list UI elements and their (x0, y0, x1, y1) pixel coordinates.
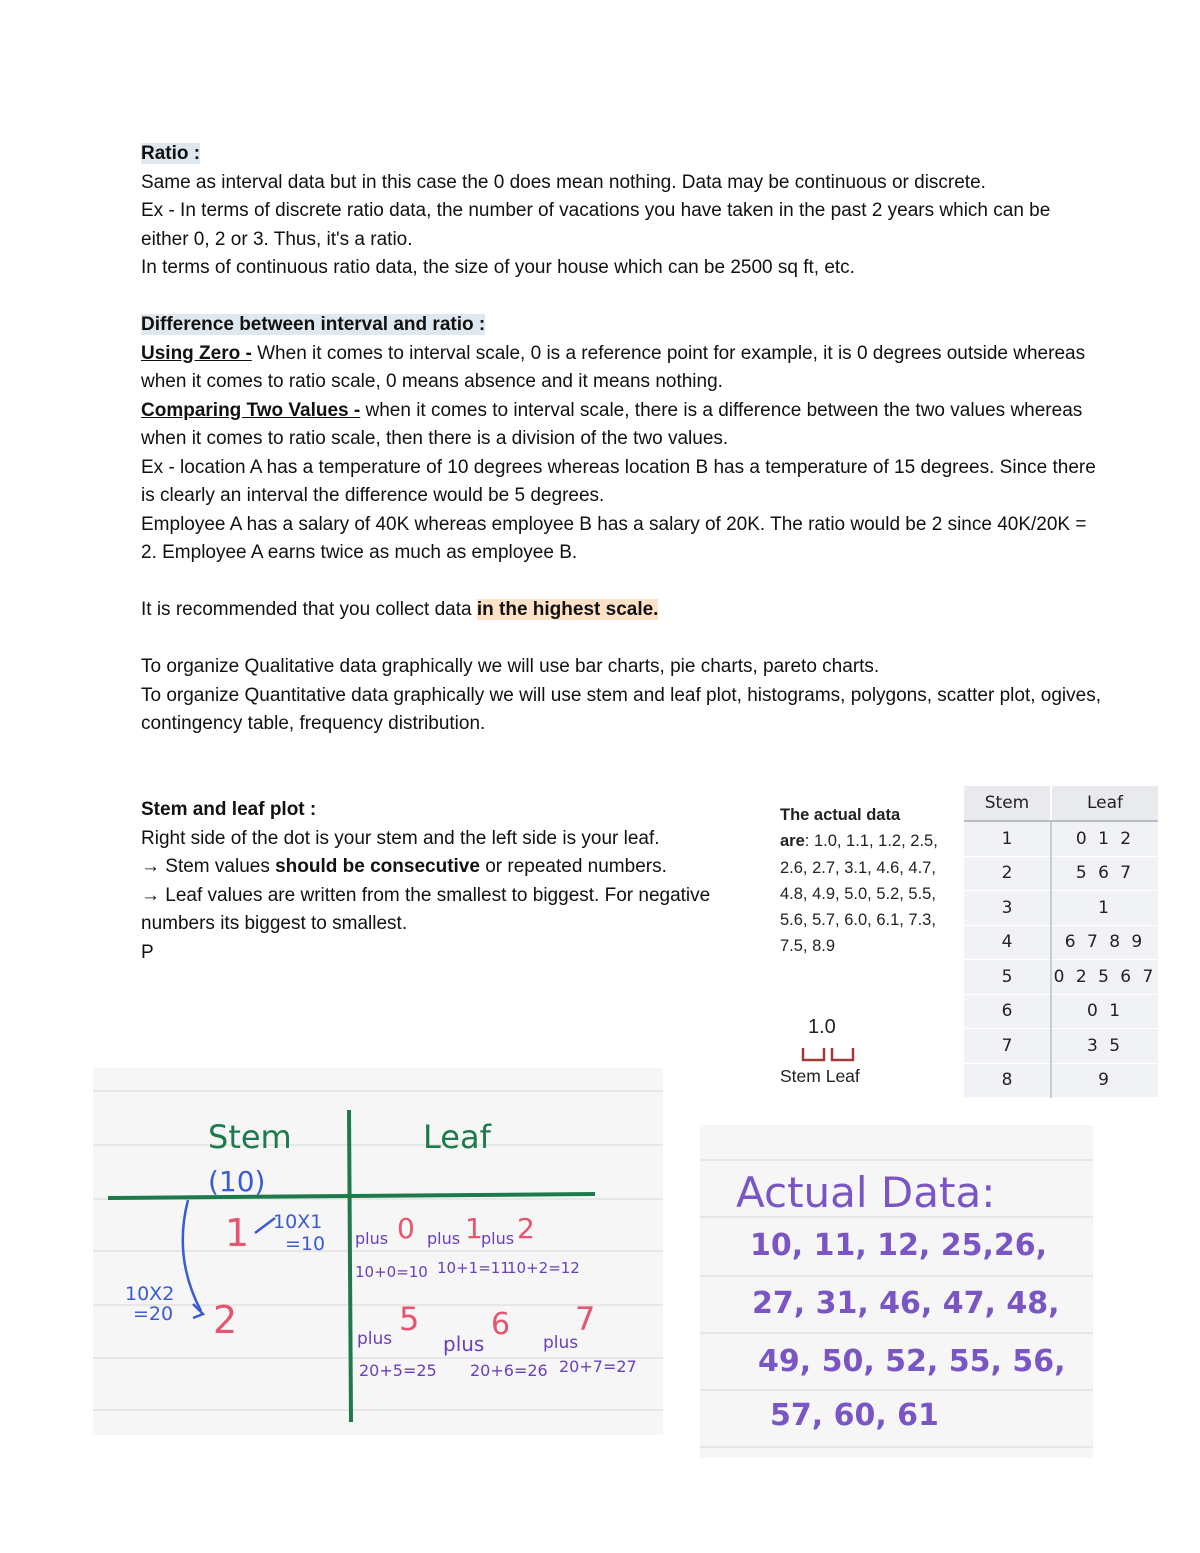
hw-calc-27: 20+7=27 (559, 1357, 637, 1376)
hw-stem-two: 2 (213, 1298, 238, 1342)
stem-cell: 4 (964, 925, 1051, 960)
hw-stem-title: Stem (208, 1118, 292, 1156)
actual-data-values: : 1.0, 1.1, 1.2, 2.5, 2.6, 2.7, 3.1, 4.6, 4.7, 4.8, 4.9, 5.0, 5.2, 5.5, 5.6, 5.7, 6.0, 6.1, 7.3, 7.5, 8.9 (780, 832, 938, 956)
hw-leaf-title: Leaf (423, 1118, 491, 1156)
leaf-cell: 1 (1051, 891, 1158, 926)
svg-text:plus: plus (355, 1229, 389, 1248)
stem-cell: 6 (964, 994, 1051, 1029)
svg-text:plus: plus (357, 1329, 393, 1349)
difference-heading: Difference between interval and ratio : (141, 314, 486, 335)
table-row (964, 856, 1158, 891)
quantitative-organize: To organize Quantitative data graphically we will use stem and leaf plot, histograms, polygons, scatter plot, ogives, contingency table, frequency distribution. (141, 684, 1102, 734)
hw-calc-12: 10+2=12 (507, 1259, 580, 1277)
table-row (964, 994, 1158, 1029)
hw-calc-26: 20+6=26 (470, 1361, 548, 1380)
leaf-cell: 0 1 (1051, 994, 1158, 1029)
hw-note-10x1: 10X1 (273, 1211, 323, 1233)
leaf-cell: 3 5 (1051, 1029, 1158, 1064)
hw-stem-value: (10) (208, 1165, 266, 1198)
hw-note-eq10: =10 (285, 1233, 326, 1255)
ratio-discrete-example: Ex - In terms of discrete ratio data, the number of vacations you have taken in the past 2 years which can be either 0, 2 or 3. Thus, it's a ratio. (141, 200, 1051, 250)
stem-leaf-line3: → Leaf values are written from the smallest to biggest. For negative numbers its biggest to smallest. (141, 884, 711, 934)
actual-data-heading: The actual data (780, 806, 901, 824)
hw-note-10x2: 10X2 (125, 1283, 175, 1305)
handwritten-stem-leaf-drawing (93, 1068, 663, 1435)
table-row (964, 960, 1158, 995)
handwritten-stem-leaf-note (93, 1068, 663, 1435)
hw-calc-25: 20+5=25 (359, 1361, 437, 1380)
comparing-values-label: Comparing Two Values - (141, 399, 361, 421)
main-text (141, 140, 1101, 739)
ratio-heading: Ratio : (141, 143, 201, 164)
hw-leaf-0: 0 (397, 1212, 415, 1245)
table-row (964, 891, 1158, 926)
hw-leaf-2: 2 (517, 1212, 535, 1245)
example-labels: Stem Leaf (780, 1066, 860, 1086)
hw-data-line-1: 10, 11, 12, 25,26, (750, 1228, 1048, 1263)
using-zero-label: Using Zero - (141, 342, 252, 364)
hw-note-eq20: =20 (133, 1303, 174, 1325)
using-zero-text: When it comes to interval scale, 0 is a reference point for example, it is 0 degrees outside whereas when it comes to ratio scale, 0 means absence and it means nothing. (141, 342, 1086, 392)
leaf-cell: 9 (1051, 1063, 1158, 1098)
actual-data-text: The actual data are: 1.0, 1.1, 1.2, 2.5, 2.6, 2.7, 3.1, 4.6, 4.7, 4.8, 4.9, 5.0, 5.2, 5.5, 5.6, 5.7, 6.0, 6.1, 7.3, 7.5, 8.9 (780, 806, 938, 956)
leaf-cell: 0 2 5 6 7 (1051, 960, 1158, 995)
comparing-values-paragraph (141, 397, 1101, 454)
example-number: 1.0 (808, 1016, 836, 1038)
stem-leaf-section (141, 796, 741, 967)
leaf-cell: 0 1 2 (1051, 821, 1158, 856)
table-row (964, 821, 1158, 856)
leaf-cell: 6 7 8 9 (1051, 925, 1158, 960)
stem-cell: 3 (964, 891, 1051, 926)
hw-data-line-2: 27, 31, 46, 47, 48, (752, 1286, 1060, 1321)
table-header-leaf: Leaf (1051, 786, 1158, 821)
stem-leaf-heading: Stem and leaf plot : (141, 799, 317, 820)
using-zero-paragraph (141, 340, 1101, 397)
hw-data-line-4: 57, 60, 61 (770, 1398, 939, 1433)
stem-cell: 5 (964, 960, 1051, 995)
table-header-row (964, 786, 1158, 821)
temperature-example: Ex - location A has a temperature of 10 degrees whereas location B has a temperature of 15 degrees. Since there is clearly an interval the difference would be 5 degrees. (141, 456, 1096, 506)
leaf-cell: 5 6 7 (1051, 856, 1158, 891)
stem-cell: 8 (964, 1063, 1051, 1098)
table-row (964, 925, 1158, 960)
stem-leaf-line2: → Stem values should be consecutive or repeated numbers. (141, 856, 667, 877)
stem-leaf-table (964, 786, 1158, 1098)
qualitative-organize: To organize Qualitative data graphically we will use bar charts, pie charts, pareto charts. (141, 656, 880, 677)
table-header-stem: Stem (964, 786, 1051, 821)
hw-stem-one: 1 (225, 1211, 250, 1255)
hw-leaf-6: 6 (491, 1307, 511, 1342)
hw-calc-10: 10+0=10 (355, 1263, 428, 1281)
recommendation-highlight: in the highest scale. (476, 599, 659, 620)
hw-data-line-3: 49, 50, 52, 55, 56, (758, 1344, 1066, 1379)
handwritten-actual-data-note (700, 1125, 1093, 1458)
hw-leaf-1: 1 (465, 1212, 483, 1245)
stem-leaf-line1: Right side of the dot is your stem and the left side is your leaf. (141, 827, 660, 849)
handwritten-actual-data-drawing (700, 1125, 1093, 1458)
hw-actual-data-title: Actual Data: (736, 1168, 996, 1217)
ratio-continuous-example: In terms of continuous ratio data, the size of your house which can be 2500 sq ft, etc. (141, 257, 855, 278)
ratio-definition: Same as interval data but in this case the 0 does mean nothing. Data may be continuous or discrete. (141, 171, 986, 193)
svg-text:plus: plus (481, 1229, 515, 1248)
hw-calc-11: 10+1=11 (437, 1259, 510, 1277)
stem-cell: 7 (964, 1029, 1051, 1064)
table-row (964, 1063, 1158, 1098)
bracket-icon (800, 1046, 860, 1064)
salary-example: Employee A has a salary of 40K whereas employee B has a salary of 20K. The ratio would be 2 since 40K/20K = 2. Employee A earns twice as much as employee B. (141, 513, 1087, 563)
stem-leaf-line4: P (141, 941, 154, 963)
hw-leaf-5: 5 (399, 1300, 420, 1338)
stem-cell: 2 (964, 856, 1051, 891)
table-row (964, 1029, 1158, 1064)
recommendation: It is recommended that you collect data in the highest scale. (141, 599, 659, 620)
hw-leaf-7: 7 (575, 1300, 596, 1338)
svg-text:plus: plus (443, 1332, 485, 1356)
comparing-values-text: when it comes to interval scale, there is a difference between the two values whereas when it comes to ratio scale, then there is a division of the two values. (141, 399, 1083, 449)
svg-text:plus: plus (543, 1333, 579, 1353)
svg-text:plus: plus (427, 1229, 461, 1248)
stem-cell: 1 (964, 821, 1051, 856)
